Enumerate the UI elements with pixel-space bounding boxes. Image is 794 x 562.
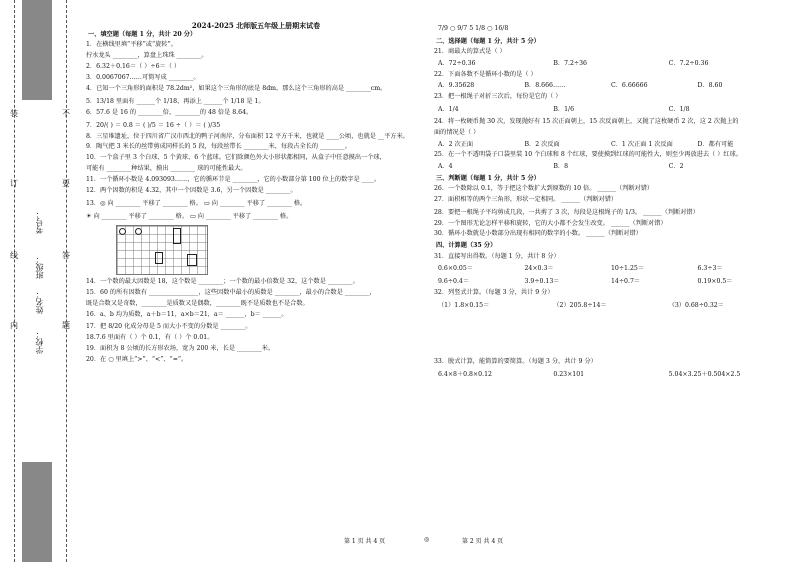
question-22: 22．下面各数不是循环小数的是（ ） [434,70,537,78]
cylinder-icon [187,254,197,266]
question-11: 11．一个循环小数是 4.093093……，它的循环节是 ________，它的小数部分第 100 位上的数字是 ____。 [86,176,381,184]
question-7: 7．20/( ) ＝ 0.8 ＝ ( )/5 ＝ 16 ÷（ ）＝ ( )/35 [86,121,221,129]
translation-grid [116,225,208,275]
exam-title: 2024-2025 北师版五年级上册期末试卷 [191,21,321,30]
binding-dashed-line-outer [14,0,15,562]
question-23-options [434,103,784,117]
binding-word: 装 [10,109,18,118]
question-26: 26．一个数除以 0.1，等于把这个数扩大到原数的 10 倍。 ______（判断对错） [434,184,654,192]
option: B．7.2÷36 [553,60,587,68]
binding-word: 答 [62,251,70,260]
calc-item: 14÷0.7＝ [611,278,641,286]
calc-item: 6.4×8＋0.8×0.12 [438,371,492,379]
question-25-options [434,161,784,173]
question-4: 4．已知一个三角形的面积是 78.2dm²，如果这个三角形的底是 8dm，那么这个三角形的高是 ________cm。 [86,84,387,92]
question-33: 33．脱式计算，能简算的要简算。（每题 3 分，共计 9 分） [434,358,597,366]
option: A．1/4 [438,105,459,113]
question-1-detail: 拧水龙头 ________，算盘上珠珠 ________。 [86,52,208,60]
question-22-options [434,80,784,92]
binding-word: 不 [62,109,70,118]
exam-page-right [434,22,784,381]
question-18: 18.7.6 里面有（ ）个 0.1，有（ ）个 0.01。 [86,334,214,342]
calc-item: 6.3÷3＝ [697,265,723,273]
target-circle-icon [119,228,126,235]
question-30: 30．循环小数就是小数部分出现有相同的数字的小数。 ______（判断对错） [434,230,642,238]
question-15-continued: 既是合数又是奇数，________是质数又是偶数，________既不是质数也不是合数。 [86,299,309,307]
option: D．都有可能 [697,140,734,148]
section-true-false: 三、判断题（每题 1 分，共计 5 分） [436,174,540,182]
calc-item: 5.04×3.25＋0.504×2.5 [668,371,741,379]
question-33-row [434,368,784,381]
calc-item: 0.19×0.5＝ [697,278,733,286]
calc-item: 3.9÷0.13＝ [524,278,560,286]
section-fill-in: 一、填空题（每题 1 分，共计 20 分） [88,31,197,38]
question-31-row1 [434,262,784,275]
calc-item: 24×0.3＝ [524,265,554,273]
question-24: 24．将一枚硬币抛 30 次，发现抛好有 15 次正面朝上，15 次反面朝上，又抛了这枚硬币 2 次，这 2 次抛上的 [434,117,739,125]
calc-item: 0.6×0.05＝ [438,265,473,273]
question-1: 1．在横线里填“平移”或“旋转”。 [86,41,177,49]
calc-item: 9.6÷0.4＝ [438,278,470,286]
question-32-row [434,299,784,357]
question-16: 16．a、b 均为质数，a＋b＝11，a×b＝21，a＝ ______，b＝ ______。 [86,310,288,318]
question-5: 5．13/18 里面有 ______个 1/18，再添上 ______个 1/18 是 1。 [86,97,265,105]
question-25: 25．在一个不透明袋子口袋里装 10 个白球和 8 个红球，要使摸到红球的可能性大，则至少再放进去（ ）红球。 [434,151,742,159]
question-27: 27．面积相等的两个三角形，形状一定相同。 ______（判断对错） [434,195,618,203]
option: C．6.66666 [611,82,648,90]
question-2: 2．6.32＋0.16＝（ ）÷6＝（ ） [86,62,181,70]
question-3: 3．0.0067067……可简写成 ________。 [86,73,200,81]
q20-comparison-row: 7/9 ○ 9/7 5 1/8 ○ 16/8 [438,24,509,32]
number-field-label: 考号： [35,210,44,234]
question-23: 23．把一根绳子对折三次后，每份是它的（ ） [434,92,562,100]
question-10-continued: 可能有 ________种结果，摸出 ________ 球的可能性最大。 [86,165,247,173]
question-21-options [434,58,784,70]
question-14: 14．一个数的最大因数是 18，这个数是 ________；一个数的最小倍数是 32，这个数是 ________。 [86,277,359,285]
binding-word: 线 [10,251,18,260]
question-28: 28．要把一根绳子平均剪成几段，一共剪了 3 次，每段是这根绳子的 1/3。 ______（判断对错） [434,208,699,216]
question-24-options [434,139,784,151]
question-29: 29．一个图形无论怎样平移和旋转，它的大小都不会发生改变。 ______（判断对错） [434,219,667,227]
calc-item: （3）0.68÷0.32＝ [668,302,724,310]
option: D．8.60 [697,82,723,90]
class-field-label: 班级： [35,255,44,279]
question-10: 10．一个盒子里 3 个白球、5 个黄球、6 个蓝球。它们除颜色外大小形状都相同，从盒子中任意摸出一个球， [86,154,386,162]
option: A．9.35628 [438,82,475,90]
option: C．1/8 [668,105,690,113]
option: A．2 次正面 [438,140,474,148]
question-31-row2 [434,275,784,288]
cylinder-icon [173,228,181,244]
question-6: 6．57.6 是 16 的 ________倍，________的 48 倍是 8.64。 [86,108,253,116]
binding-gray-block-bottom [22,462,52,562]
rectangle-shape-icon [155,252,163,264]
binding-word: 要 [62,179,70,188]
question-8: 8．三星堆遗址，位于四川省广汉市西北的鸭子河南岸，分布面积 12 平方千米，也就是 ____公顷，也就是 __平方米。 [86,132,409,140]
question-32: 32．列竖式计算。（每题 3 分，共计 9 分） [434,289,554,297]
calc-item: 0.23×101 [553,371,585,379]
question-31: 31．直接写出得数。（每题 1 分，共计 8 分） [434,252,560,260]
question-13-row2: ☀ 向 ________ 平移了 ________ 格。 ▭ 向 ________ 平移了 ________ 格。 [86,212,293,220]
option: C．1 次正面 1 次反面 [611,140,673,148]
question-12: 12．两个因数的积是 4.32，其中一个因数是 3.6，另一个因数是 ________。 [86,187,297,194]
question-21: 21．商最大的算式是（ ） [434,48,506,56]
page-footer-right: 第 2 页 共 4 页 [462,538,504,545]
calc-item: （1）1.8×0.15＝ [438,302,490,310]
binding-word: 订 [10,179,18,188]
name-field-label: 姓名： [35,290,44,314]
question-24-continued: 面的情况是（ ） [434,128,480,136]
question-13-row1: 13．◎ 向 ________ 平移了 ________ 格。 ▭ 向 ________ 平移了 ________ 格。 [86,199,307,207]
target-circle-icon [135,228,142,235]
option: A．4 [438,163,453,171]
option: B．1/6 [553,105,575,113]
binding-word: 题 [62,321,70,330]
option: A．72÷0.36 [438,60,476,68]
option: C．2 [668,163,684,171]
question-9: 9．陶气把 3 米长的丝带剪成同样长的 5 段，每段丝带长 ________米，每段占全长的 ________。 [86,143,351,151]
exam-page-left [86,22,426,366]
section-multiple-choice: 二、选择题（每题 1 分，共计 5 分） [436,38,540,45]
binding-dashed-line-inner [66,0,67,562]
binding-margin [0,0,78,562]
question-20: 20．在 ○ 里填上“>”、“<”、“=”。 [86,356,188,364]
binding-word: 内 [10,321,18,330]
option: B．2 次反面 [524,140,560,148]
page-footer-left: 第 1 页 共 4 页 [344,538,386,545]
option: B．8 [553,163,568,171]
question-15: 15．60 的所有因数有 ________________，这些因数中最小的质数是 ________，最小的合数是 ________， [86,288,376,296]
binding-gray-block-top [22,0,52,100]
question-17: 17．把 8/20 化成分母是 5 而大小不变的分数是 ________。 [86,323,252,331]
calc-item: 10÷1.25＝ [611,265,645,273]
option: C．7.2÷0.36 [668,60,709,68]
page-footer-dot: ◎ [424,536,430,543]
option: B．8.666…… [524,82,566,90]
question-19: 19．面积为 8 公顷的长方形农场，宽为 200 米，长是 ________米。 [86,345,275,353]
school-field-label: 学校： [35,330,44,354]
calc-item: （2）205.8÷14＝ [553,302,607,310]
section-calculation: 四、计算题（35 分） [436,242,497,250]
